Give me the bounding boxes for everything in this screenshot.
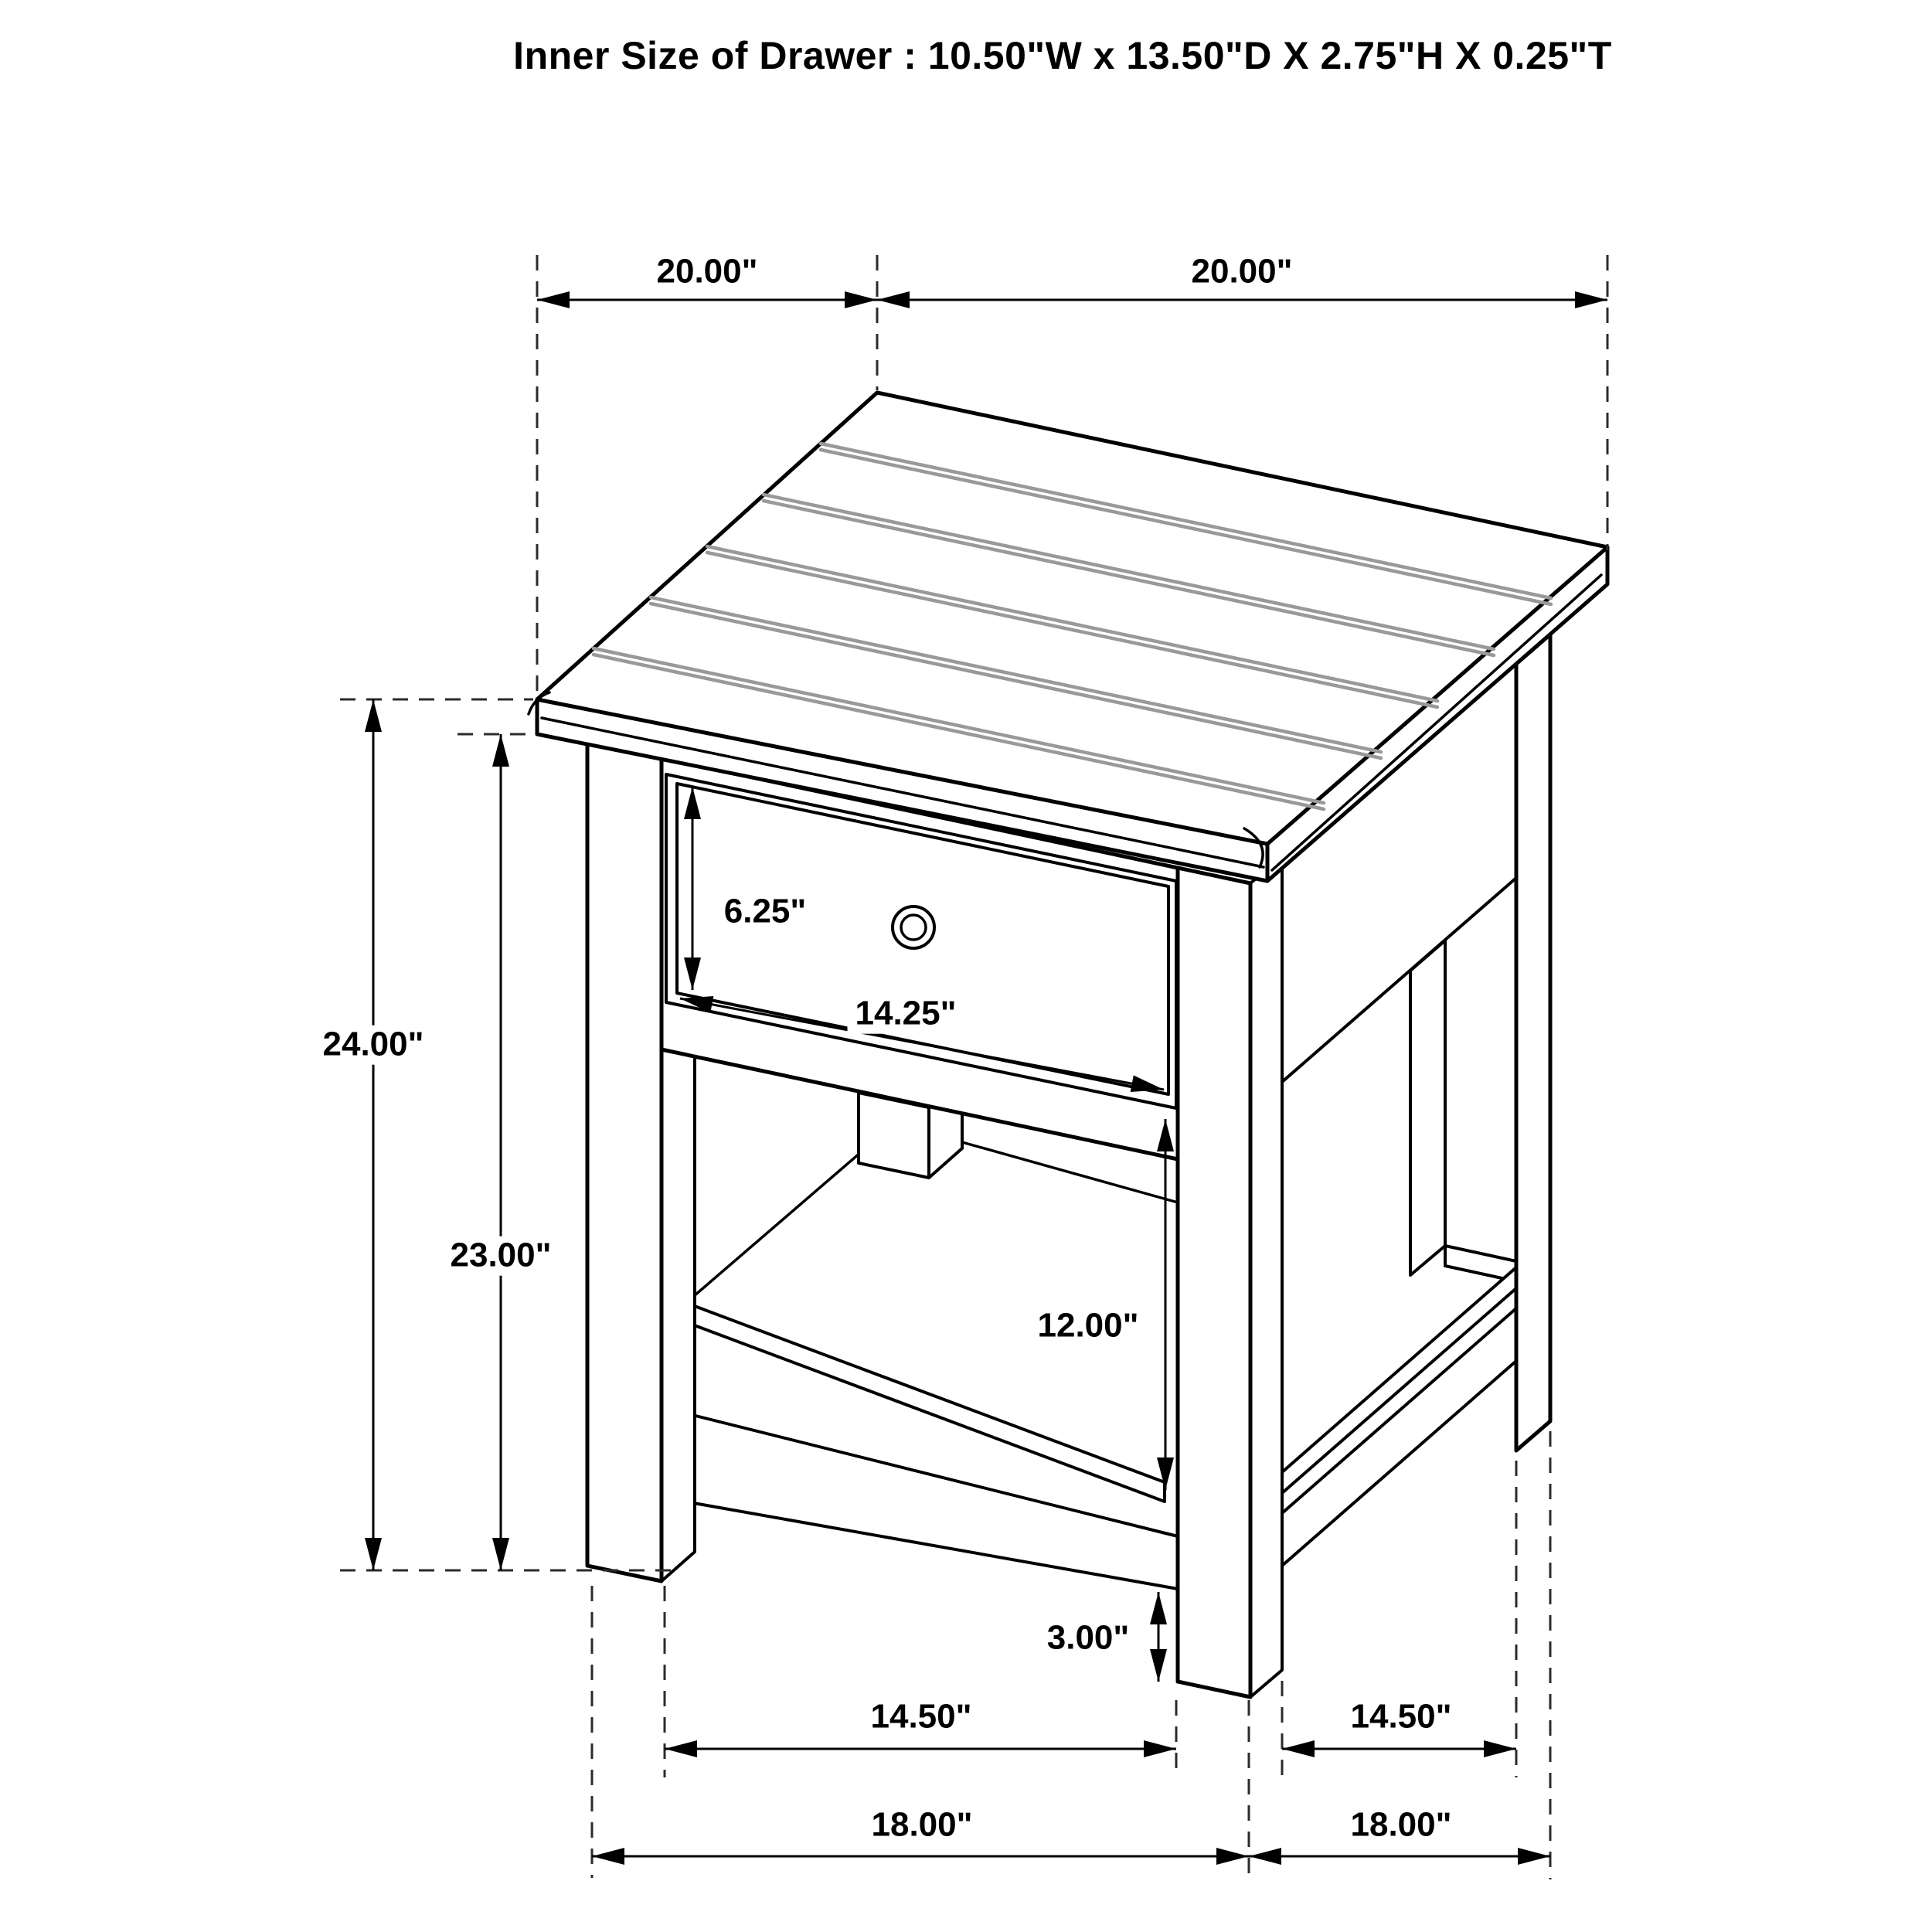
dim-label-drawer-height: 6.25" (716, 893, 815, 932)
dim-label-foot-height: 3.00" (1039, 1619, 1138, 1658)
dim-label-top-left: 20.00" (649, 253, 766, 292)
drawer-knob-outer (893, 906, 934, 948)
dim-label-base-side: 18.00" (1343, 1806, 1460, 1845)
left-leg-front-face (587, 743, 662, 1581)
front-leg-side-face (1250, 856, 1282, 1697)
dim-label-inner-span-side: 14.50" (1343, 1698, 1460, 1737)
dim-label-inner-span-front: 14.50" (863, 1698, 980, 1737)
right-leg-face (1516, 634, 1550, 1451)
front-center-leg (1178, 856, 1282, 1697)
dim-label-top-right: 20.00" (1184, 253, 1301, 292)
right-lower-rail (1282, 1308, 1516, 1566)
front-lower-rail (668, 1409, 1178, 1589)
dim-label-under-top-height: 23.00" (443, 1236, 560, 1276)
drawing-title: Inner Size of Drawer : 10.50"W x 13.50"D X 2.75"H X 0.25"T (513, 34, 1612, 77)
dim-label-shelf-clearance: 12.00" (1030, 1307, 1147, 1346)
front-leg-front-face (1178, 868, 1250, 1697)
right-leg (1516, 634, 1550, 1451)
lower-shelf (668, 1128, 1516, 1589)
dim-label-base-front: 18.00" (864, 1806, 981, 1845)
dim-label-drawer-width: 14.25" (848, 995, 964, 1034)
dim-label-overall-height: 24.00" (315, 1026, 432, 1065)
back-leg-face (1410, 940, 1445, 1275)
back-leg (1410, 940, 1445, 1275)
